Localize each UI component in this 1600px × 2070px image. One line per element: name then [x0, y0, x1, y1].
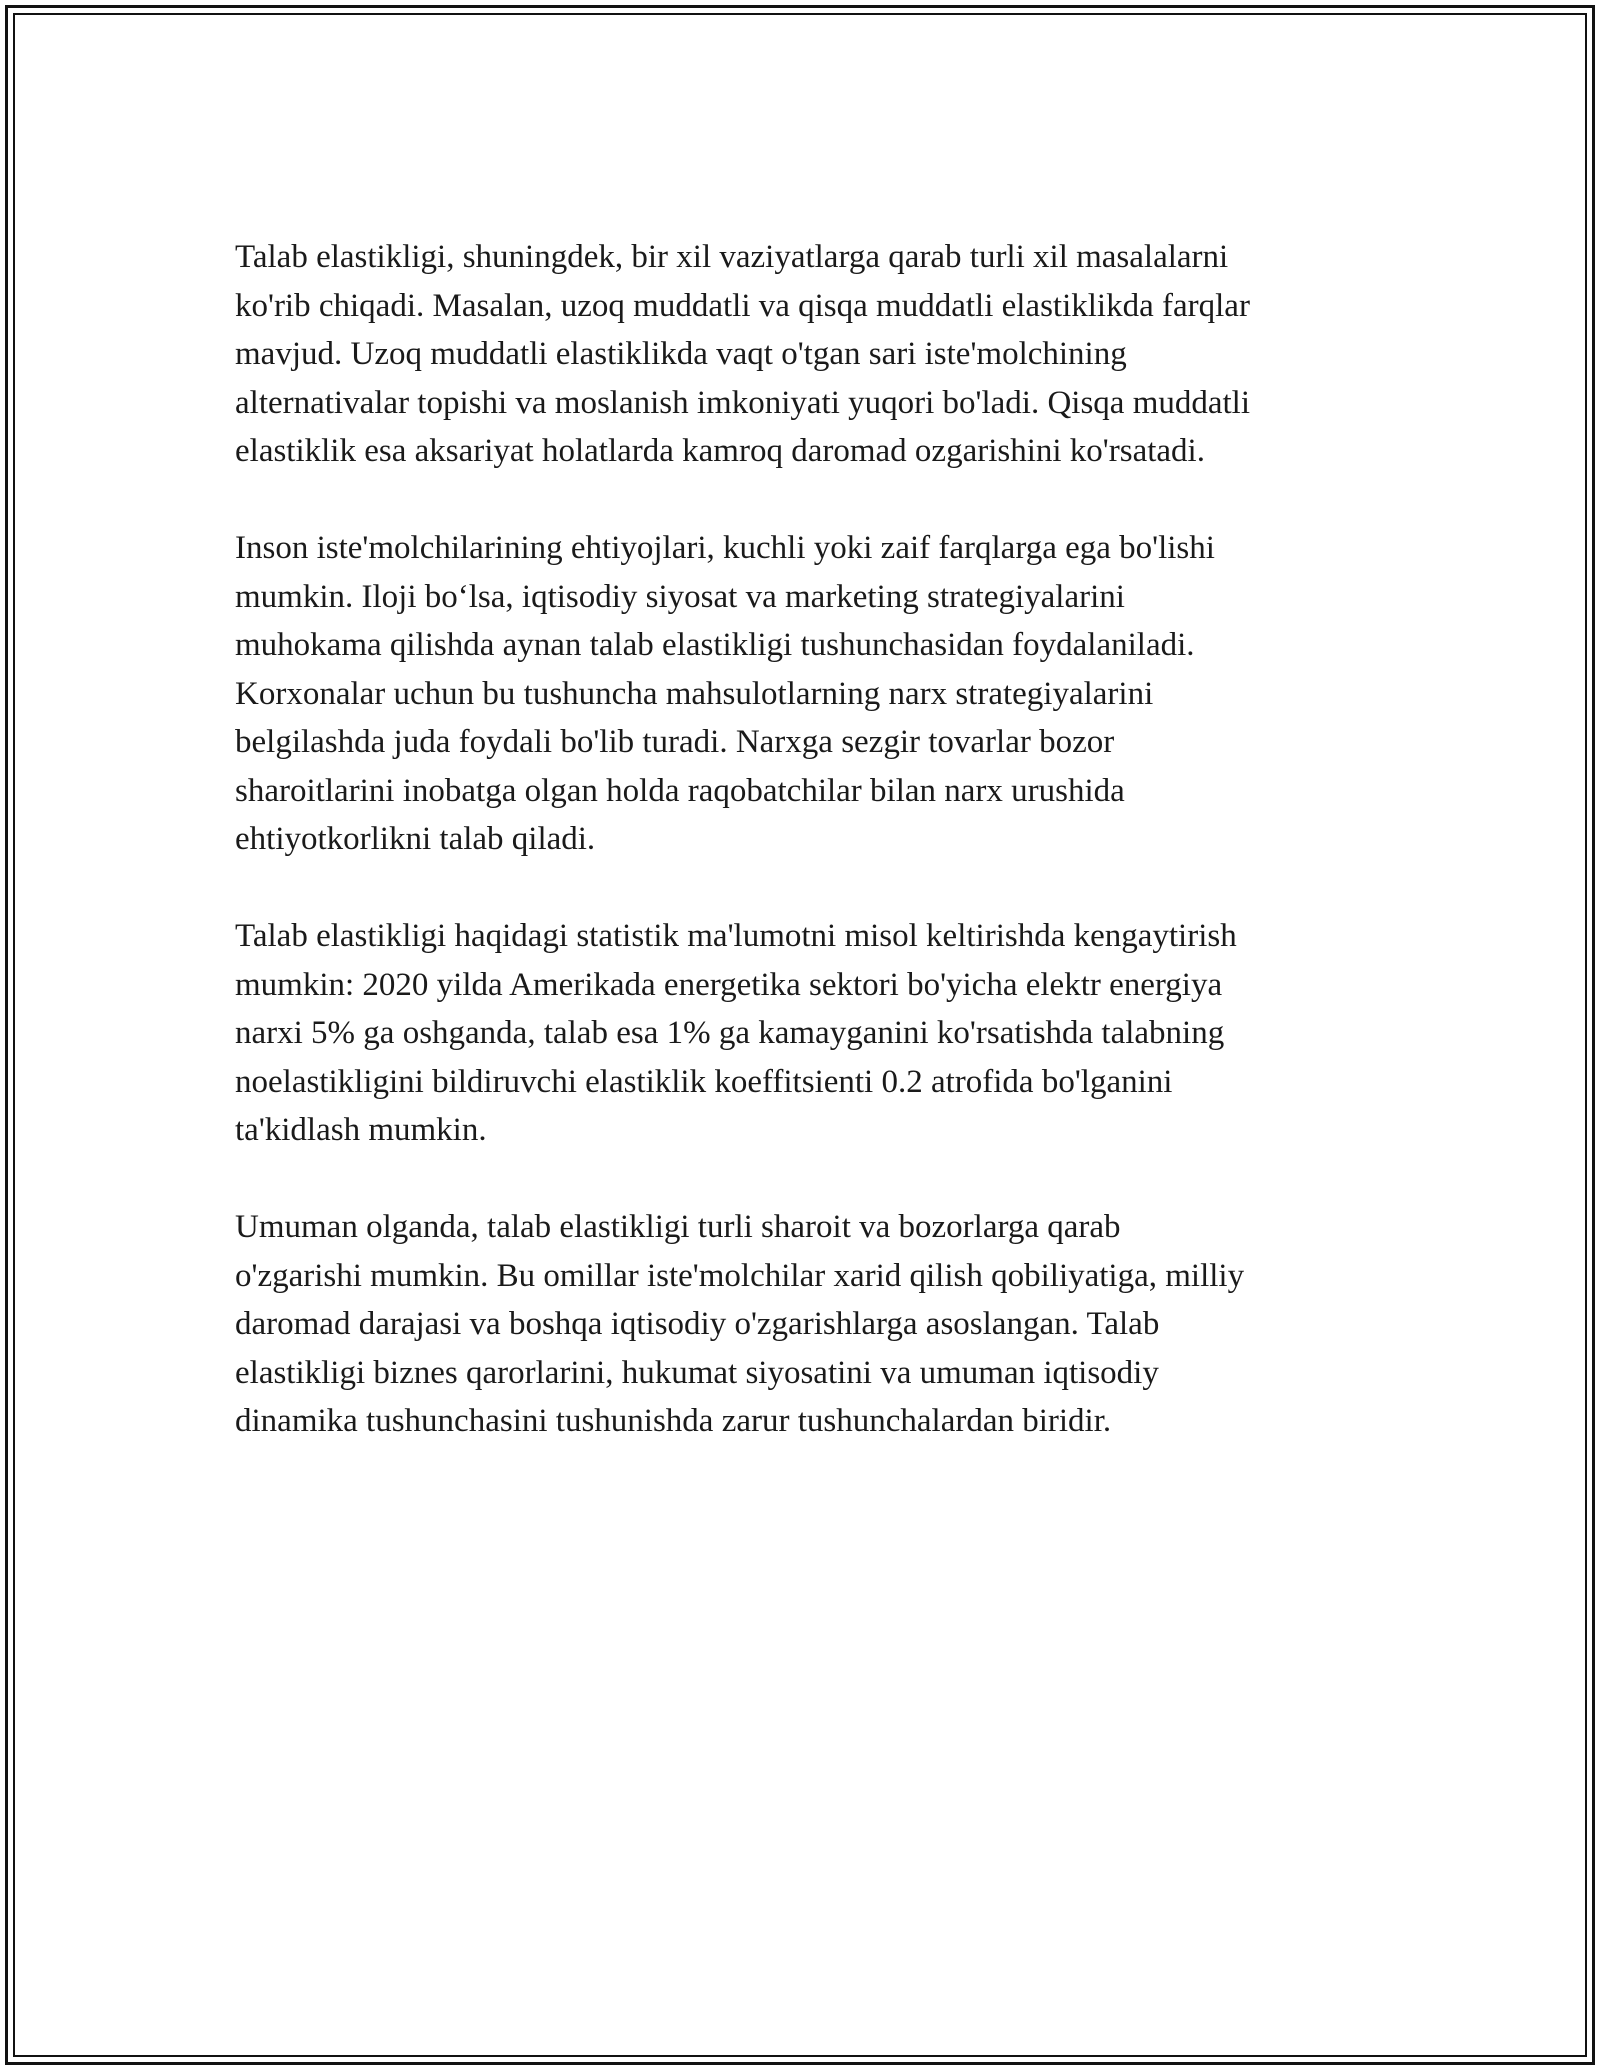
- text-line: Talab elastikligi haqidagi statistik ma'lumotni misol keltirishda kengaytirish: [235, 918, 1237, 954]
- text-line: o'zgarishi mumkin. Bu omillar iste'molchilar xarid qilish qobiliyatiga, milliy: [235, 1257, 1245, 1294]
- text-line: muhokama qilishda aynan talab elastikligi tushunchasidan foydalaniladi.: [235, 627, 1195, 663]
- document-body: [235, 233, 1370, 1494]
- text-line: daromad darajasi va boshqa iqtisodiy o'zgarishlarga asoslangan. Talab: [235, 1306, 1160, 1342]
- text-line: mumkin. Iloji bo‘lsa, iqtisodiy siyosat va marketing strategiyalarini: [235, 578, 1125, 615]
- text-line: ehtiyotkorlikni talab qiladi.: [235, 821, 596, 857]
- text-line: Umuman olganda, talab elastikligi turli sharoit va bozorlarga qarab: [235, 1209, 1121, 1245]
- text-line: alternativalar topishi va moslanish imkoniyati yuqori bo'ladi. Qisqa muddatli: [235, 384, 1251, 421]
- text-line: dinamika tushunchasini tushunishda zarur tushunchalardan biridir.: [235, 1403, 1112, 1439]
- text-line: ko'rib chiqadi. Masalan, uzoq muddatli va qisqa muddatli elastiklikda farqlar: [235, 287, 1250, 324]
- text-line: sharoitlarini inobatga olgan holda raqobatchilar bilan narx urushida: [235, 772, 1125, 809]
- paragraph-4: [235, 1203, 1370, 1446]
- text-line: Talab elastikligi, shuningdek, bir xil vaziyatlarga qarab turli xil masalalarni: [235, 239, 1229, 275]
- text-line: noelastikligini bildiruvchi elastiklik koeffitsienti 0.2 atrofida bo'lganini: [235, 1063, 1173, 1100]
- text-line: Inson iste'molchilarining ehtiyojlari, kuchli yoki zaif farqlarga ega bo'lishi: [235, 530, 1215, 566]
- text-line: elastiklik esa aksariyat holatlarda kamroq daromad ozgarishini ko'rsatadi.: [235, 433, 1205, 469]
- text-line: belgilashda juda foydali bo'lib turadi. Narxga sezgir tovarlar bozor: [235, 724, 1115, 760]
- text-line: mumkin: 2020 yilda Amerikada energetika sektori bo'yicha elektr energiya: [235, 966, 1223, 1003]
- paragraph-1: [235, 233, 1370, 476]
- paragraph-2: [235, 524, 1370, 864]
- text-line: mavjud. Uzoq muddatli elastiklikda vaqt o'tgan sari iste'molchining: [235, 336, 1127, 372]
- text-line: narxi 5% ga oshganda, talab esa 1% ga kamayganini ko'rsatishda talabning: [235, 1015, 1225, 1051]
- text-line: ta'kidlash mumkin.: [235, 1112, 487, 1148]
- text-line: elastikligi biznes qarorlarini, hukumat siyosatini va umuman iqtisodiy: [235, 1354, 1159, 1391]
- paragraph-3: [235, 912, 1370, 1155]
- text-line: Korxonalar uchun bu tushuncha mahsulotlarning narx strategiyalarini: [235, 675, 1154, 712]
